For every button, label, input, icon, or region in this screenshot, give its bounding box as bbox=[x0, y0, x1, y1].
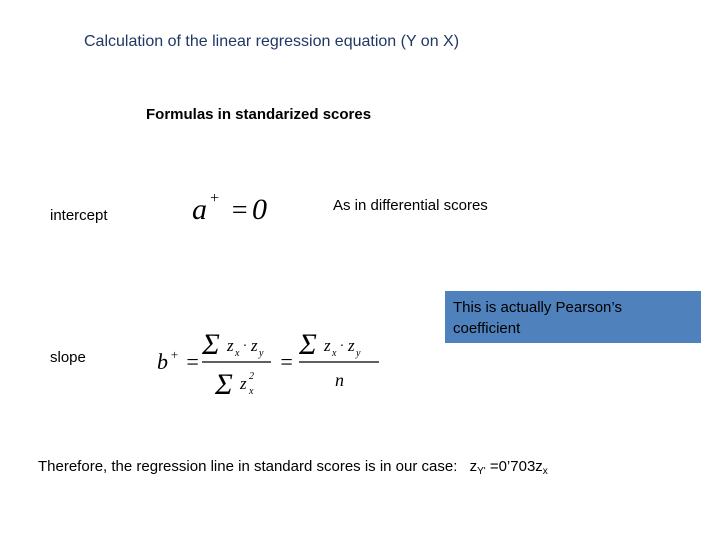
section-subtitle: Formulas in standarized scores bbox=[146, 106, 372, 123]
svg-text:=: = bbox=[230, 195, 249, 226]
svg-text:Σ: Σ bbox=[299, 328, 317, 361]
svg-text:x: x bbox=[249, 386, 254, 397]
pearson-coefficient-callout bbox=[445, 291, 701, 343]
svg-text:+: + bbox=[209, 190, 220, 207]
slope-label: slope bbox=[50, 349, 86, 366]
equation-lhs-var: z bbox=[469, 458, 478, 475]
svg-text:z: z bbox=[251, 336, 258, 355]
svg-text:Σ: Σ bbox=[202, 328, 220, 361]
conclusion-line bbox=[38, 458, 548, 477]
svg-text:y: y bbox=[259, 348, 264, 359]
svg-text:+: + bbox=[170, 347, 179, 362]
svg-text:·: · bbox=[243, 339, 247, 354]
svg-text:z: z bbox=[227, 336, 234, 355]
svg-text:x: x bbox=[332, 348, 337, 359]
differential-scores-note: As in differential scores bbox=[333, 197, 488, 214]
svg-text:2: 2 bbox=[249, 371, 254, 382]
svg-text:y: y bbox=[356, 348, 361, 359]
slide-title: Calculation of the linear regression equation (Y on X) bbox=[84, 33, 460, 50]
svg-text:z: z bbox=[348, 336, 355, 355]
svg-text:a: a bbox=[192, 193, 207, 226]
equation-coefficient: =0’703z bbox=[485, 458, 543, 475]
slope-formula bbox=[155, 320, 395, 402]
svg-text:n: n bbox=[335, 370, 344, 390]
conclusion-text: Therefore, the regression line in standard scores is in our case: bbox=[38, 458, 458, 475]
svg-text:·: · bbox=[340, 339, 344, 354]
svg-text:=: = bbox=[279, 349, 294, 374]
intercept-label: intercept bbox=[50, 207, 108, 224]
pearson-callout-text: This is actually Pearson’s coefficient bbox=[453, 299, 622, 337]
svg-text:z: z bbox=[240, 374, 247, 393]
regression-equation bbox=[470, 458, 548, 475]
svg-text:b: b bbox=[157, 349, 168, 374]
intercept-formula bbox=[190, 188, 285, 228]
svg-text:x: x bbox=[235, 348, 240, 359]
svg-text:Σ: Σ bbox=[215, 368, 233, 401]
equation-rhs-sub: x bbox=[542, 466, 548, 477]
svg-text:=: = bbox=[185, 349, 200, 374]
svg-text:0: 0 bbox=[252, 193, 267, 226]
equation-lhs-sub: Y' bbox=[477, 466, 486, 477]
svg-text:z: z bbox=[324, 336, 331, 355]
